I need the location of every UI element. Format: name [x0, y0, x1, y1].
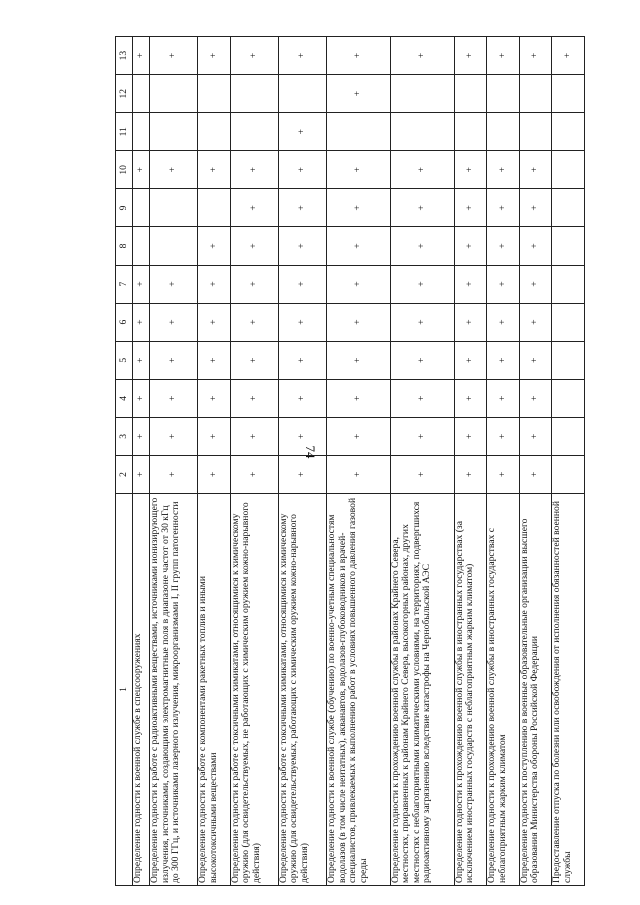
mark-cell — [552, 75, 585, 113]
mark-cell — [230, 75, 278, 113]
mark-cell: + — [552, 37, 585, 75]
mark-cell: + — [487, 189, 520, 227]
table-row — [552, 37, 585, 886]
row-description: Определение годности к военной службе (обучению) по военно-учетным специальностям водолазов (в том числе неитатных), акванавтов, водолазов-глубоководников и врачей-специалистов, привлекаемых к выполнению работ в условиях повышенного давления газовой среды — [327, 494, 391, 886]
mark-cell: + — [198, 455, 231, 493]
mark-cell: + — [230, 265, 278, 303]
mark-cell: + — [454, 37, 487, 75]
mark-cell: + — [133, 341, 150, 379]
mark-cell: + — [519, 341, 552, 379]
mark-cell: + — [133, 265, 150, 303]
mark-cell: + — [454, 417, 487, 455]
row-description: Определение годности к поступлению в военные образовательные организации высшего образования Министерства обороны Российской Федерации — [519, 494, 552, 886]
mark-cell — [198, 189, 231, 227]
column-header-3: 3 — [116, 417, 133, 455]
mark-cell: + — [133, 455, 150, 493]
mark-cell — [390, 75, 454, 113]
mark-cell: + — [278, 379, 326, 417]
mark-cell: + — [519, 417, 552, 455]
column-header-11: 11 — [116, 113, 133, 151]
mark-cell: + — [198, 227, 231, 265]
mark-cell: + — [390, 303, 454, 341]
mark-cell: + — [454, 455, 487, 493]
mark-cell: + — [487, 341, 520, 379]
mark-cell: + — [519, 455, 552, 493]
column-header-2: 2 — [116, 455, 133, 493]
mark-cell: + — [390, 341, 454, 379]
mark-cell: + — [327, 341, 391, 379]
mark-cell: + — [327, 227, 391, 265]
row-description: Определение годности к работе с токсичными химикатами, относящимися к химическому оружию (для освидетельствуемых, не работающих с химическим оружием кожно-нарывного действия) — [230, 494, 278, 886]
mark-cell: + — [390, 227, 454, 265]
mark-cell — [552, 303, 585, 341]
mark-cell — [454, 113, 487, 151]
mark-cell: + — [454, 189, 487, 227]
mark-cell: + — [150, 151, 198, 189]
mark-cell: + — [519, 303, 552, 341]
table-row — [230, 37, 278, 886]
row-description: Предоставление отпуска по болезни или освобождения от исполнения обязанностей военной службы — [552, 494, 585, 886]
mark-cell: + — [198, 341, 231, 379]
mark-cell: + — [390, 455, 454, 493]
row-description: Определение годности к работе с токсичными химикатами, относящимися к химическому оружию (для освидетельствуемых, работающих с химическим оружием кожно-нарывного действия) — [278, 494, 326, 886]
mark-cell — [327, 113, 391, 151]
column-header-5: 5 — [116, 341, 133, 379]
mark-cell — [487, 113, 520, 151]
mark-cell: + — [390, 379, 454, 417]
table-row — [198, 37, 231, 886]
mark-cell: + — [519, 37, 552, 75]
mark-cell — [552, 189, 585, 227]
mark-cell: + — [327, 37, 391, 75]
mark-cell: + — [454, 303, 487, 341]
mark-cell: + — [454, 379, 487, 417]
row-description: Определение годности к прохождению военной службы в районах Крайнего Севера, местностях, приравненных к районам Крайнего Севера, высокогорных районах, других местностях с неблагоприятными климатическими условиями, на территориях, подвергшихся радиоактивному загрязнению вследствие катастрофы на Чернобыльской АЭС — [390, 494, 454, 886]
table-row — [487, 37, 520, 886]
mark-cell — [552, 151, 585, 189]
mark-cell: + — [454, 151, 487, 189]
mark-cell: + — [390, 151, 454, 189]
table-row — [150, 37, 198, 886]
table-row — [133, 37, 150, 886]
mark-cell: + — [278, 189, 326, 227]
row-description: Определение годности к прохождению военной службы в иностранных государствах (за исключением иностранных государств с неблагоприятным жарким климатом) — [454, 494, 487, 886]
mark-cell: + — [390, 417, 454, 455]
mark-cell: + — [133, 37, 150, 75]
table-row — [519, 37, 552, 886]
mark-cell — [230, 113, 278, 151]
mark-cell: + — [390, 265, 454, 303]
mark-cell: + — [150, 265, 198, 303]
mark-cell — [198, 113, 231, 151]
mark-cell — [519, 75, 552, 113]
mark-cell — [519, 113, 552, 151]
column-header-4: 4 — [116, 379, 133, 417]
column-header-9: 9 — [116, 189, 133, 227]
mark-cell — [133, 227, 150, 265]
mark-cell: + — [519, 227, 552, 265]
mark-cell: + — [230, 151, 278, 189]
mark-cell: + — [278, 455, 326, 493]
mark-cell — [552, 455, 585, 493]
mark-cell: + — [487, 265, 520, 303]
mark-cell: + — [327, 303, 391, 341]
mark-cell: + — [278, 113, 326, 151]
mark-cell — [552, 227, 585, 265]
mark-cell: + — [133, 151, 150, 189]
mark-cell: + — [327, 455, 391, 493]
table-row — [327, 37, 391, 886]
column-header-6: 6 — [116, 303, 133, 341]
mark-cell: + — [454, 227, 487, 265]
mark-cell — [133, 75, 150, 113]
mark-cell: + — [133, 417, 150, 455]
mark-cell: + — [133, 303, 150, 341]
table-row — [454, 37, 487, 886]
mark-cell: + — [278, 303, 326, 341]
mark-cell: + — [278, 227, 326, 265]
mark-cell: + — [278, 37, 326, 75]
mark-cell: + — [519, 265, 552, 303]
mark-cell: + — [327, 379, 391, 417]
mark-cell: + — [230, 341, 278, 379]
mark-cell: + — [487, 227, 520, 265]
mark-cell: + — [519, 151, 552, 189]
row-description: Определение годности к прохождению военной службы в иностранных государствах с неблагоприятным жарким климатом — [487, 494, 520, 886]
mark-cell: + — [198, 379, 231, 417]
mark-cell: + — [519, 379, 552, 417]
mark-cell: + — [230, 37, 278, 75]
mark-cell: + — [454, 265, 487, 303]
column-header-10: 10 — [116, 151, 133, 189]
mark-cell: + — [487, 455, 520, 493]
table-row — [390, 37, 454, 886]
mark-cell: + — [150, 455, 198, 493]
rotated-table-wrapper — [115, 36, 585, 886]
column-header-12: 12 — [116, 75, 133, 113]
mark-cell — [552, 341, 585, 379]
mark-cell: + — [150, 37, 198, 75]
mark-cell: + — [487, 417, 520, 455]
row-description: Определение годности к военной службе в спецсооружениях — [133, 494, 150, 886]
mark-cell: + — [133, 379, 150, 417]
mark-cell — [133, 189, 150, 227]
mark-cell: + — [327, 75, 391, 113]
row-description: Определение годности к работе с радиоактивными веществами, источниками ионизирующего излучения, источниками, создающими электромагнитные поля в диапазоне частот от 30 кГц до 300 ГГц, и источниками лазерного излучения, микроорганизмами I, II групп патогенности — [150, 494, 198, 886]
mark-cell — [390, 113, 454, 151]
mark-cell: + — [278, 265, 326, 303]
mark-cell: + — [230, 303, 278, 341]
mark-cell — [150, 227, 198, 265]
mark-cell: + — [230, 455, 278, 493]
mark-cell: + — [390, 37, 454, 75]
mark-cell: + — [198, 265, 231, 303]
column-header-13: 13 — [116, 37, 133, 75]
mark-cell: + — [327, 151, 391, 189]
mark-cell: + — [150, 341, 198, 379]
mark-cell: + — [230, 189, 278, 227]
mark-cell: + — [278, 341, 326, 379]
mark-cell — [150, 189, 198, 227]
mark-cell: + — [487, 151, 520, 189]
mark-cell — [552, 417, 585, 455]
mark-cell: + — [230, 417, 278, 455]
mark-cell — [133, 113, 150, 151]
mark-cell — [278, 75, 326, 113]
mark-cell: + — [327, 189, 391, 227]
mark-cell: + — [150, 303, 198, 341]
mark-cell — [150, 113, 198, 151]
mark-cell: + — [230, 227, 278, 265]
mark-cell: + — [278, 417, 326, 455]
mark-cell: + — [150, 417, 198, 455]
mark-cell: + — [150, 379, 198, 417]
mark-cell — [552, 265, 585, 303]
mark-cell: + — [327, 417, 391, 455]
column-header-8: 8 — [116, 227, 133, 265]
column-header-7: 7 — [116, 265, 133, 303]
mark-cell: + — [390, 189, 454, 227]
mark-cell — [150, 75, 198, 113]
mark-cell: + — [230, 379, 278, 417]
mark-cell: + — [327, 265, 391, 303]
column-header-1: 1 — [116, 494, 133, 886]
mark-cell: + — [198, 417, 231, 455]
mark-cell — [552, 379, 585, 417]
examination-table — [115, 36, 585, 886]
mark-cell: + — [454, 341, 487, 379]
mark-cell — [198, 75, 231, 113]
row-description: Определение годности к работе с компонентами ракетных топлив и иными высокотоксичными веществами — [198, 494, 231, 886]
mark-cell: + — [198, 303, 231, 341]
mark-cell — [454, 75, 487, 113]
page-number: 74 — [303, 445, 318, 459]
mark-cell — [487, 75, 520, 113]
mark-cell: + — [198, 37, 231, 75]
header-row — [116, 37, 133, 886]
mark-cell — [552, 113, 585, 151]
mark-cell: + — [487, 37, 520, 75]
mark-cell: + — [487, 379, 520, 417]
table-row — [278, 37, 326, 886]
mark-cell: + — [198, 151, 231, 189]
mark-cell: + — [278, 151, 326, 189]
mark-cell: + — [519, 189, 552, 227]
mark-cell: + — [487, 303, 520, 341]
